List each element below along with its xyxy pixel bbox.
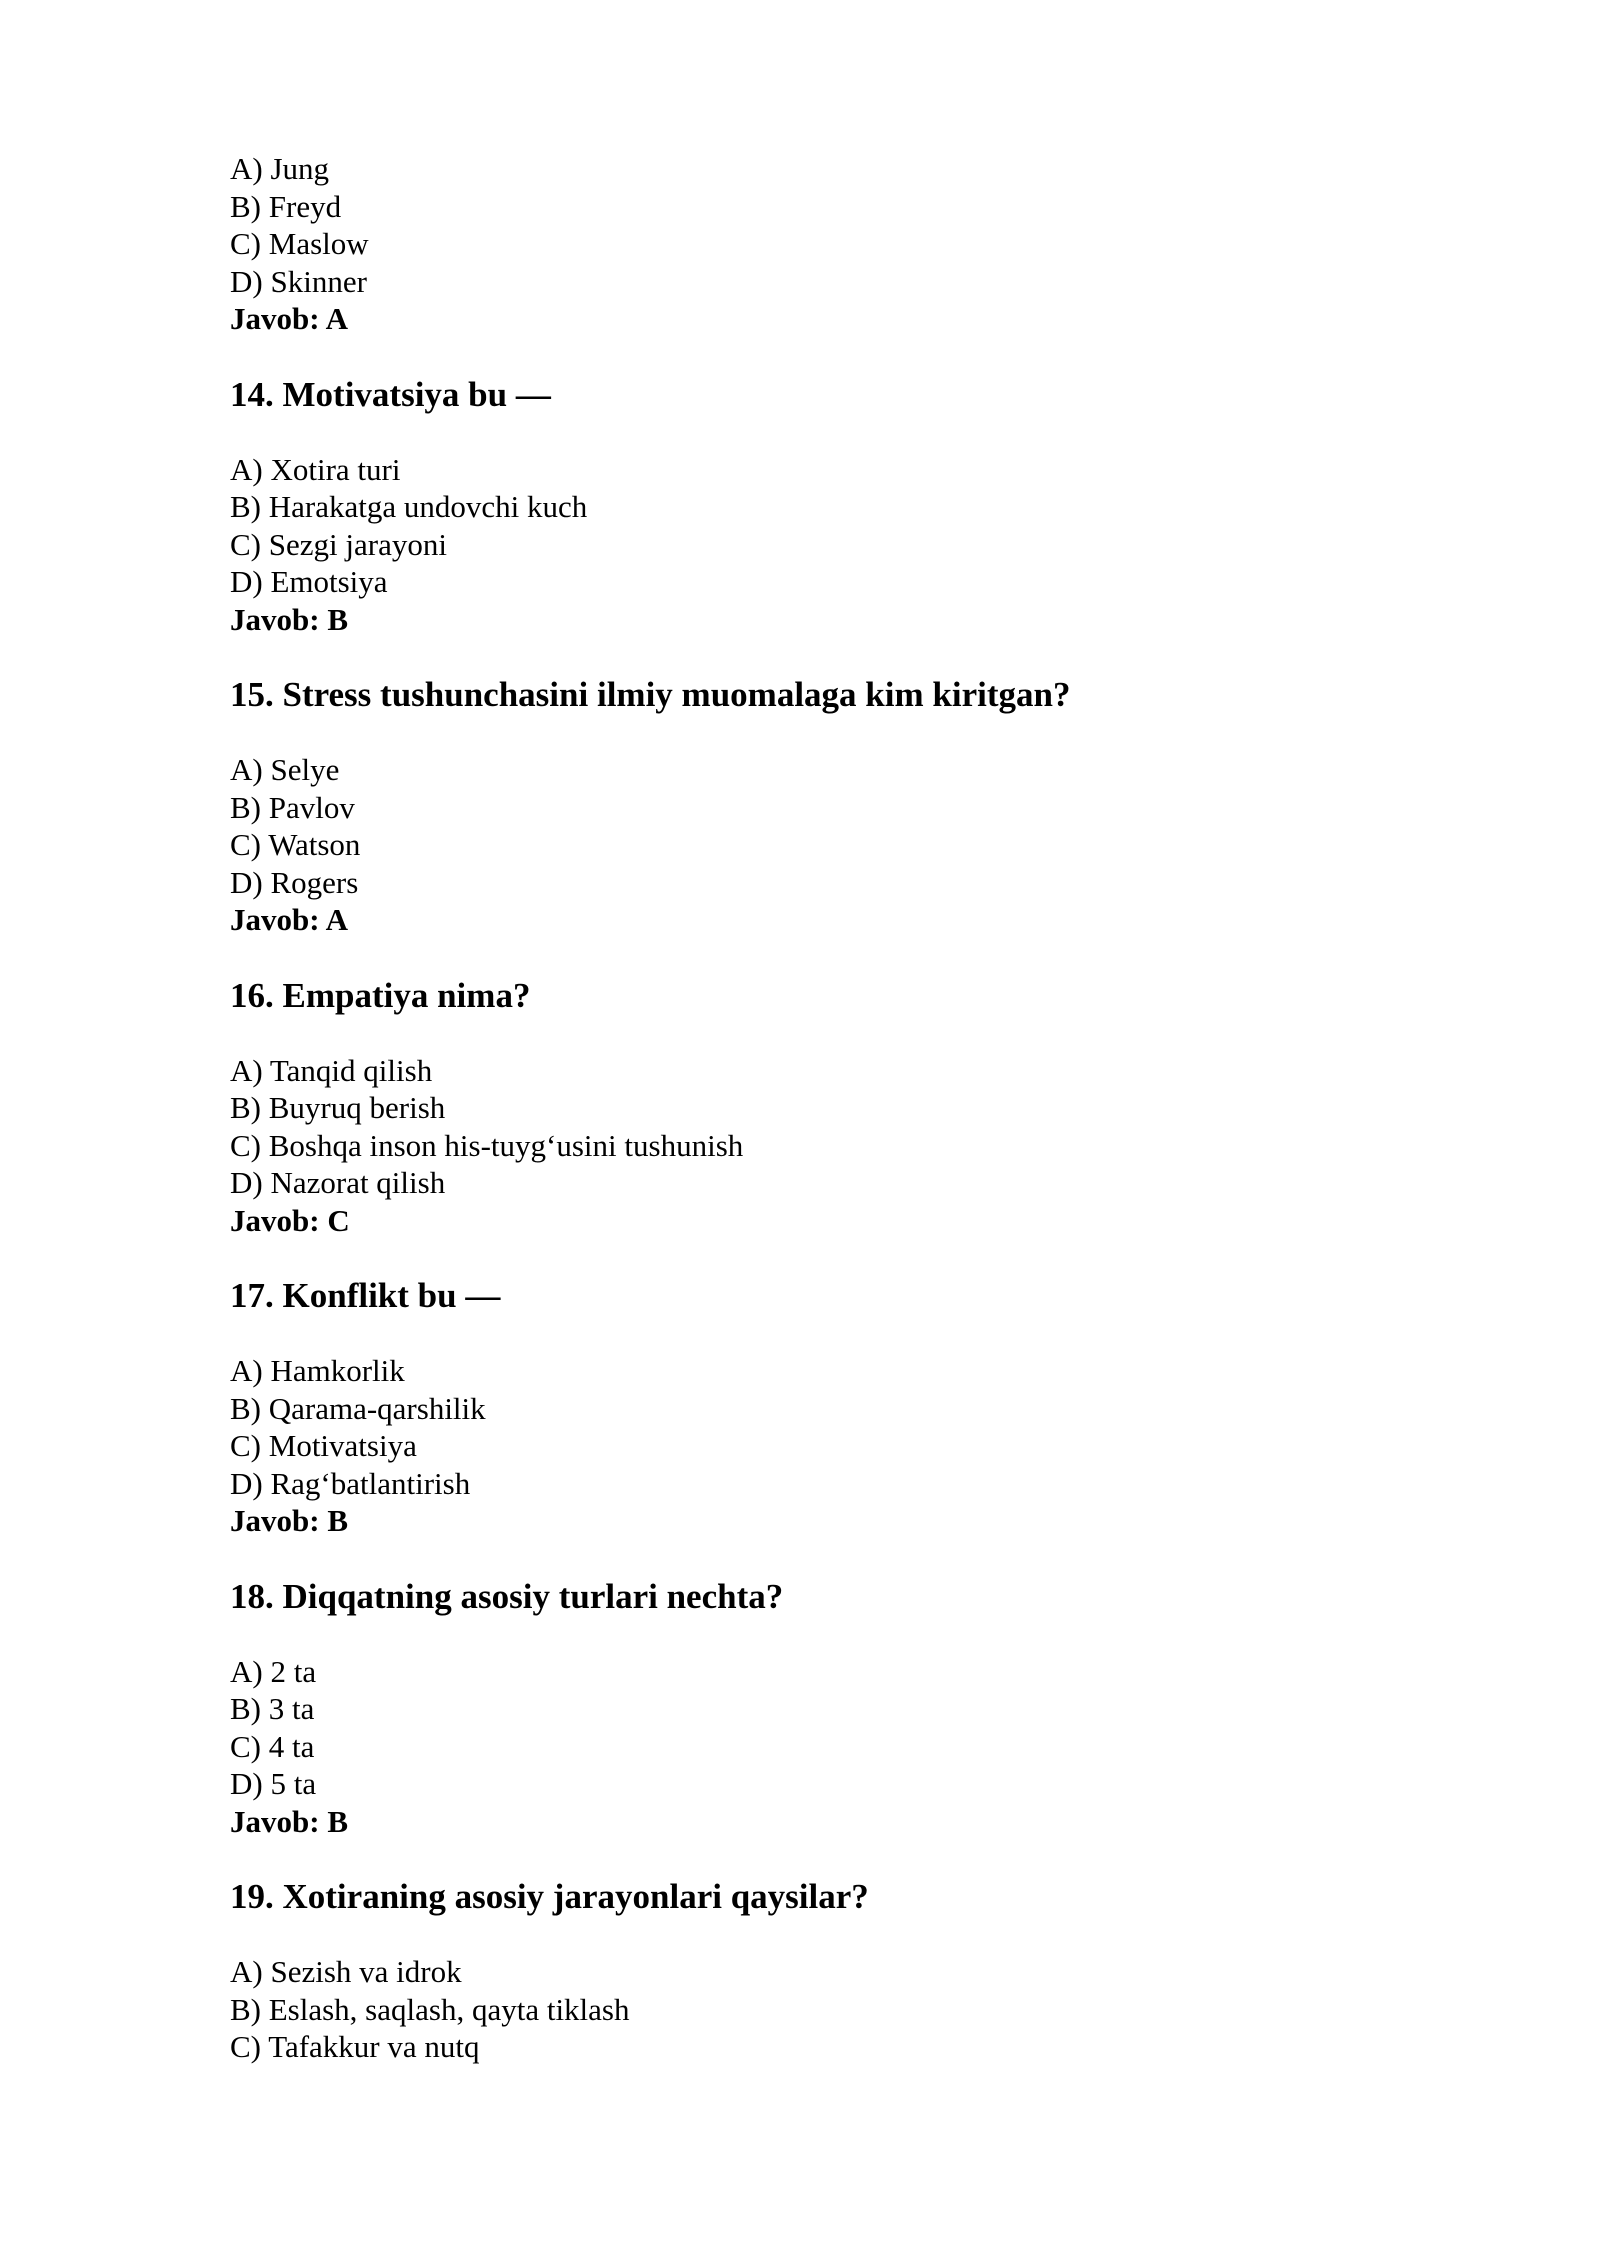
option-a: A) Jung (230, 151, 330, 186)
option-d: D) Nazorat qilish (230, 1165, 446, 1200)
option-a: A) Selye (230, 752, 340, 787)
option-a: A) Hamkorlik (230, 1353, 405, 1388)
question-16 (230, 975, 1430, 1240)
question-14 (230, 374, 1430, 639)
option-c: C) Sezgi jarayoni (230, 526, 447, 562)
option-d: D) Rogers (230, 864, 359, 900)
option-b: B) Freyd (230, 188, 342, 224)
option-d: D) Rag‘batlantirish (230, 1465, 471, 1501)
answer-line: Javob: B (230, 1803, 348, 1839)
answer-line: Javob: A (230, 301, 348, 336)
option-b: B) 3 ta (230, 1691, 315, 1726)
option-c: C) Boshqa inson his-tuyg‘usini tushunish (230, 1127, 744, 1163)
answer-line: Javob: A (230, 902, 348, 937)
option-c: C) 4 ta (230, 1728, 315, 1764)
option-a: A) Xotira turi (230, 451, 401, 487)
option-b: B) Buyruq berish (230, 1090, 446, 1125)
question-17 (230, 1275, 1430, 1540)
answer-line: Javob: C (230, 1202, 350, 1238)
quiz-content (230, 150, 1430, 2066)
question-title: 18. Diqqatning asosiy turlari nechta? (230, 1576, 784, 1616)
question-19 (230, 1876, 1430, 2066)
option-c: C) Tafakkur va nutq (230, 2029, 480, 2064)
option-d: D) 5 ta (230, 1766, 317, 1801)
question-title: 17. Konflikt bu — (230, 1276, 501, 1315)
question-18 (230, 1576, 1430, 1841)
option-c: C) Motivatsiya (230, 1428, 417, 1463)
option-c: C) Watson (230, 827, 361, 862)
answer-line: Javob: B (230, 1503, 348, 1538)
question-title: 15. Stress tushunchasini ilmiy muomalaga kim kiritgan? (230, 675, 1071, 714)
question-title: 19. Xotiraning asosiy jarayonlari qaysilar? (230, 1877, 869, 1916)
option-b: B) Pavlov (230, 789, 355, 825)
question-title: 14. Motivatsiya bu — (230, 374, 551, 414)
option-d: D) Emotsiya (230, 564, 388, 599)
option-b: B) Harakatga undovchi kuch (230, 489, 588, 524)
option-d: D) Skinner (230, 263, 367, 299)
option-a: A) 2 ta (230, 1653, 317, 1689)
option-a: A) Sezish va idrok (230, 1954, 462, 1989)
question-title: 16. Empatiya nima? (230, 975, 531, 1015)
question-15 (230, 674, 1430, 939)
answer-line: Javob: B (230, 601, 348, 637)
question-13-continued (230, 150, 1430, 338)
option-b: B) Qarama-qarshilik (230, 1390, 486, 1426)
option-c: C) Maslow (230, 226, 369, 261)
option-b: B) Eslash, saqlash, qayta tiklash (230, 1991, 630, 2027)
option-a: A) Tanqid qilish (230, 1052, 433, 1088)
